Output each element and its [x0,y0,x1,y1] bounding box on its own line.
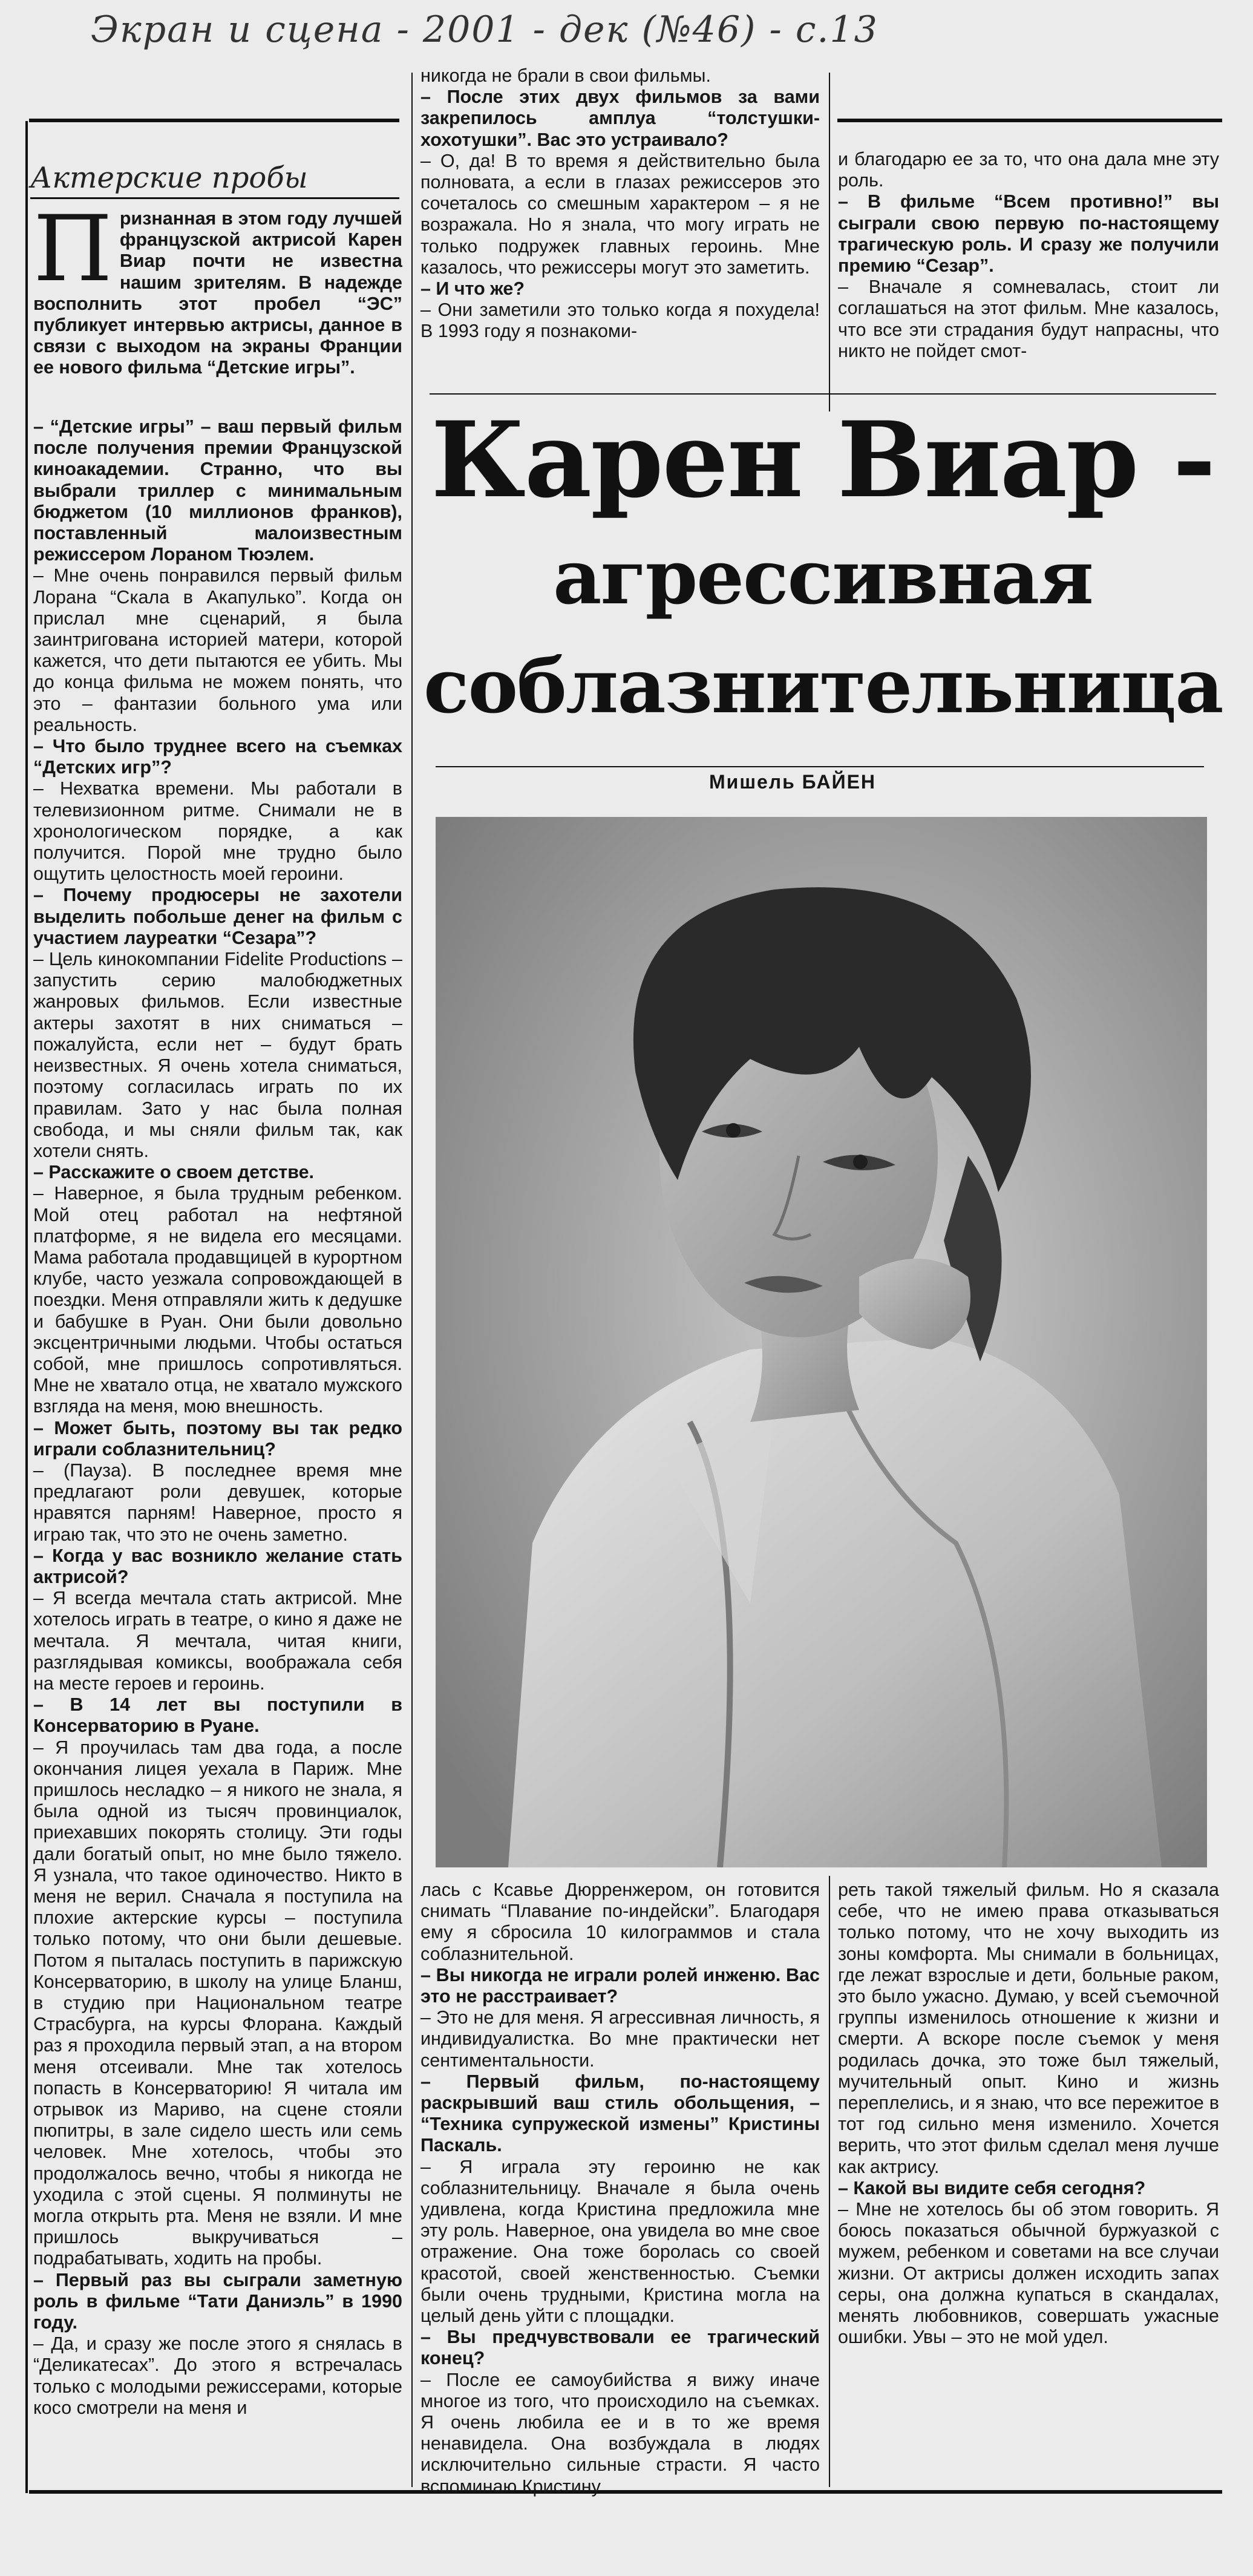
column-1 [33,416,402,2419]
interview-answer: – Они заметили это только когда я похудела! В 1993 году я познакоми- [420,300,820,342]
interview-answer: никогда не брали в свои фильмы. [420,65,711,86]
interview-question: – Может быть, поэтому вы так редко играли соблазнительниц? [33,1417,402,1460]
headline-top-rule [430,393,1216,395]
interview-question: – “Детские игры” – ваш первый фильм после получения премии Французской киноакадемии. Странно, что вы выбрали триллер с минимальным бюджетом (10 миллионов франков), поставленный малоизвестным режиссером Лораном Тюэлем. [33,416,402,565]
interview-question: – В фильме “Всем противно!” вы сыграли свою первую по-настоящему трагическую роль. И сразу же получили премию “Сезар”. [838,191,1219,277]
interview-answer: – Нехватка времени. Мы работали в телевизионном ритме. Снимали не в хронологическом порядке, а как получится. Порой мне трудно было ощутить целостность моей героини. [33,778,402,885]
interview-question: – Первый раз вы сыграли заметную роль в фильме “Тати Даниэль” в 1990 году. [33,2269,402,2333]
interview-answer: – Вначале я сомневалась, стоит ли соглашаться на этот фильм. Мне казалось, что все эти страдания будут напрасны, что никто не пойдет смот- [838,277,1219,361]
vertical-rule-col1 [411,73,413,2487]
interview-answer: лась с Ксавье Дюрренжером, он готовится снимать “Плавание по-индейски”. Благодаря ему я сбросила 10 килограммов и стала соблазнительной. [420,1880,820,1964]
lead-text: ризнанная в этом году лучшей французской актрисой Карен Виар почти не известна нашим зрителям. В надежде восполнить этот пробел “ЭС” публикует интервью актрисы, данное в связи с выходом на экраны Франции ее нового фильма “Детские игры”. [33,208,402,378]
interview-answer: реть такой тяжелый фильм. Но я сказала себе, что не имею права отказываться только потому, что не хочу выходить из зоны комфорта. Мы снимали в больницах, где лежат взрослые и дети, больные раком, это было ужасно. Думаю, у всей съемочной группы изменилось отношение к жизни и смерти. А вскоре после съемок у меня родилась дочка, это тоже был тяжелый, мучительный опыт. Кино и жизнь переплелись, и я знаю, что все пережитое в тот год сильно меня изменило. Хочется верить, что этот фильм сделал меня лучше как актрису. [838,1880,1219,2177]
interview-question: – Когда у вас возникло желание стать актрисой? [33,1545,402,1587]
column-2-bottom [420,1880,820,2497]
interview-answer: – Я проучилась там два года, а после окончания лицея уехала в Париж. Мне пришлось несладко – я никого не знала, я была одной из тысяч провинциалок, приехавших покорять столицу. Эти годы дали богатый опыт, но мне было тяжело. Я узнала, что такое одиночество. Никто в меня не верил. Сначала я поступила на плохие актерские курсы – поступила только потому, что они были дешевые. Потом я пыталась поступить в парижскую Консерваторию, в школу на улице Бланш, в студию при Национальном театре Страсбурга, на курсы Флорана. Каждый раз я проходила первый этап, а на втором меня отсеивали. Мне так хотелось попасть в Консерваторию! Я читала им отрывок из Мариво, на сцене стояли пюпитры, в зале сидело шесть или семь человек. Мне хотелось, чтобы это продолжалось вечно, чтобы я никогда не уходила с этой сцены. Я полминуты не могла открыть рта. Меня не взяли. И мне пришлось выкручиваться – подрабатывать, ходить на пробы. [33,1737,402,2269]
interview-question: – Расскажите о своем детстве. [33,1162,315,1183]
interview-answer: – Это не для меня. Я агрессивная личность, я индивидуалистка. Во мне практически нет сентиментальности. [420,2007,820,2071]
interview-answer: – (Пауза). В последнее время мне предлагают роли девушек, которые нравятся парням! Наверное, просто я играю так, что это не очень заметно. [33,1460,402,1545]
drop-cap: П [33,197,113,302]
interview-question: – В 14 лет вы поступили в Консерваторию в Руане. [33,1694,402,1737]
interview-answer: – О, да! В то время я действительно была полновата, а если в глазах режиссеров это сочеталось со смешным характером – я не возражала. Но я знала, что могу играть не только подружек главных героинь. Мне казалось, что режиссеры могут это заметить. [420,150,820,278]
interview-answer: и благодарю ее за то, что она дала мне эту роль. [838,149,1219,191]
vertical-rule-col2 [829,73,830,411]
column-3-top [838,149,1219,362]
headline-line-2: агрессивная [553,534,1093,621]
interview-question: – Вы предчувствовали ее трагический конец? [420,2327,820,2369]
interview-question: – Что было труднее всего на съемках “Детских игр”? [33,736,402,778]
interview-question: – Первый фильм, по-настоящему раскрывший ваш стиль обольщения, – “Техника супружеской измены” Кристины Паскаль. [420,2071,820,2156]
vertical-rule-col3 [829,1876,830,2487]
column-2-top [420,65,820,342]
interview-answer: – Я всегда мечтала стать актрисой. Мне хотелось играть в театре, о кино я даже не мечтала. Я мечтала, читая книги, разглядывая комиксы, воображала себя на месте героев и героинь. [33,1588,402,1694]
interview-answer: – Да, и сразу же после этого я снялась в “Деликатесах”. До этого я встречалась только с молодыми режиссерами, которые косо смотрели на меня и [33,2333,402,2418]
interview-answer: – После ее самоубийства я вижу иначе многое из того, что происходило на съемках. Я очень любила ее и в то же время ненавидела. Она возбуждала в людях исключительно сильные страсти. Я часто вспоминаю Кристину [420,2369,820,2497]
interview-answer: – Цель кинокомпании Fidelite Productions – запустить серию малобюджетных жанровых фильмов. Если известные актеры захотят в них сниматься – пожалуйста, если нет – будут брать неизвестных. Я очень хотела сниматься, поэтому согласилась играть по их правилам. Зато у нас была полная свобода, и мы сняли фильм так, как хотели снять. [33,949,402,1161]
rubric: Актерские пробы [30,161,399,199]
lead-paragraph [33,197,402,379]
portrait-photo [436,817,1207,1867]
interview-question: – После этих двух фильмов за вами закрепилось амплуа “толстушки-хохотушки”. Вас это устраивало? [420,87,820,150]
byline: Мишель БАЙЕН [708,771,877,793]
interview-answer: – Мне не хотелось бы об этом говорить. Я боюсь показаться обычной буржуазкой с мужем, ребенком и советами на все случаи жизни. От актрисы должен исходить запах серы, она должна купаться в скандалах, менять любовников, совершать ужасные ошибки. Увы – это не мой удел. [838,2199,1219,2348]
top-rule-col3 [837,119,1222,122]
interview-answer: – Я играла эту героиню не как соблазнительницу. Вначале я была очень удивлена, когда Кристина предложила мне эту роль. Наверное, она увидела во мне свое отражение. Она тоже боролась со своей красотой, своей женственностью. Съемки были очень трудными, Кристина могла на целый день уйти с площадки. [420,2156,820,2327]
headline-line-1: Карен Виар - [431,398,1215,521]
interview-answer: – Мне очень понравился первый фильм Лорана “Скала в Акапулько”. Когда он прислал мне сценарий, я была заинтригована историей матери, которой кажется, что дети пытаются ее убить. Мы до конца фильма не можем понять, что это – фантазии больного ума или реальность. [33,565,402,735]
column-3-bottom [838,1880,1219,2348]
portrait-illustration [436,817,1207,1867]
interview-question: – Какой вы видите себя сегодня? [838,2177,1146,2198]
byline-rule [436,766,1204,767]
top-rule-col1 [29,119,399,122]
interview-answer: – Наверное, я была трудным ребенком. Мой отец работал на нефтяной платформе, я не видела его месяцами. Мама работала продавщицей в курортном клубе, часто уезжала сопровождающей в поездки. Меня отправляли жить к дедушке и бабушке в Руан. Они были довольно эксцентричными людьми. Чтобы остаться собой, мне пришлось сопротивляться. Мне не хватало отца, не хватало мужского взгляда на меня, мою внешность. [33,1183,402,1417]
handwritten-note: Экран и сцена - 2001 - дек (№46) - с.13 [91,8,878,51]
interview-question: – Почему продюсеры не захотели выделить побольше денег на фильм с участием лауреатки “Сезара”? [33,885,402,948]
headline-line-3: соблазнительница [424,643,1223,730]
interview-question: – Вы никогда не играли ролей инженю. Вас это не расстраивает? [420,1964,820,2007]
left-column-rule [25,121,28,2493]
interview-question: – И что же? [420,278,525,300]
